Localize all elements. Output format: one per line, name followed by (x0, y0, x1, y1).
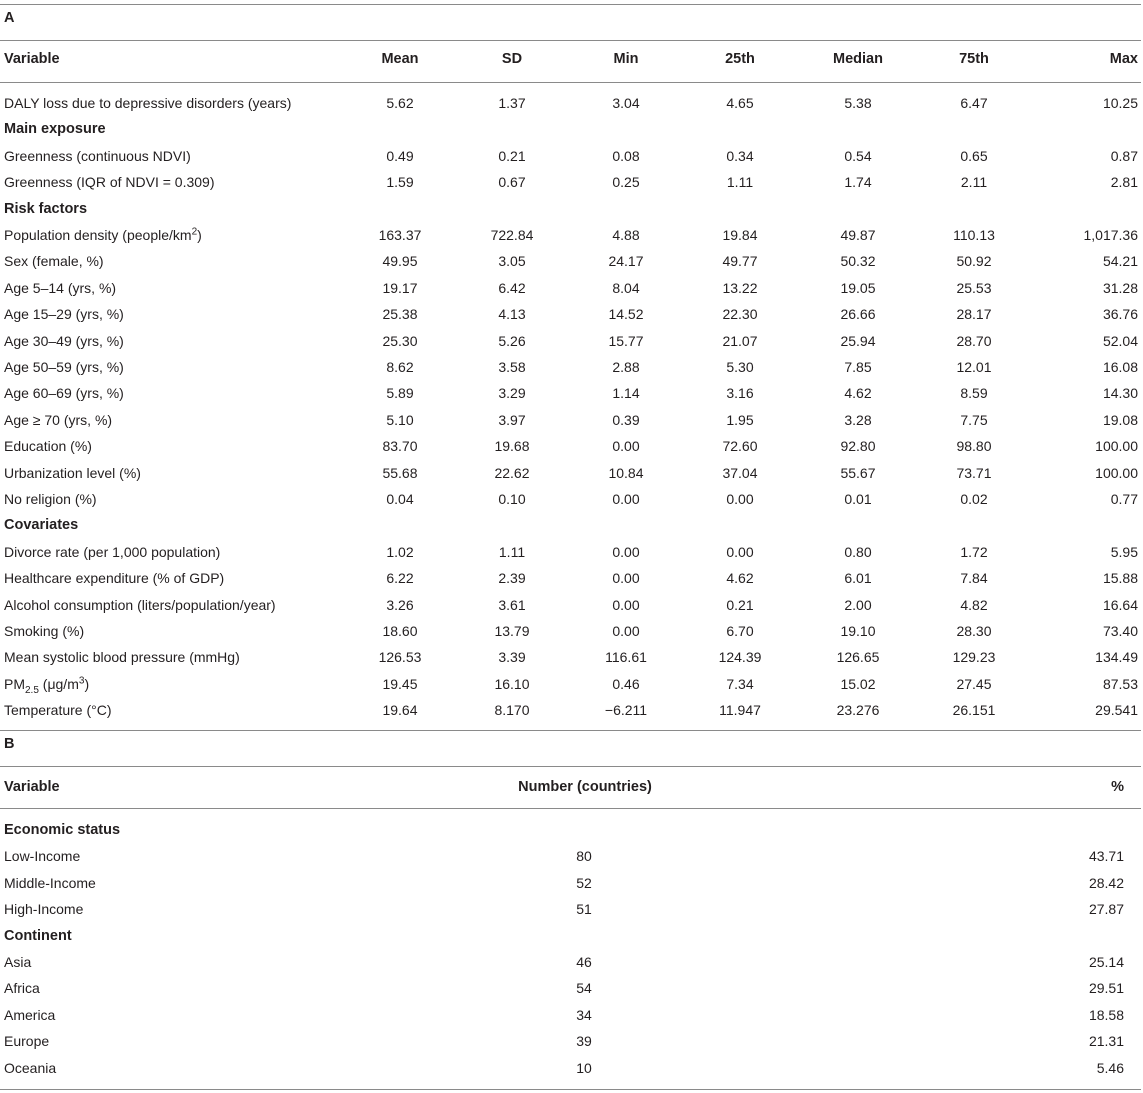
variable-name (4, 539, 220, 565)
cell-max: 100.00 (1095, 464, 1138, 481)
variable-name-text: Smoking (%) (4, 623, 85, 639)
section-heading: Continent (4, 927, 72, 944)
cell-min: 10.84 (608, 464, 644, 481)
cell-median: 50.32 (840, 253, 876, 270)
cell-number-countries: 52 (576, 874, 592, 891)
variable-name: Middle-Income (4, 874, 96, 891)
cell-number-countries: 10 (576, 1059, 592, 1076)
cell-percent: 27.87 (1088, 901, 1124, 918)
cell-p75: 73.71 (956, 464, 992, 481)
cell-max: 134.49 (1095, 649, 1138, 666)
cell-median: 26.66 (840, 306, 876, 323)
variable-name: High-Income (4, 901, 84, 918)
cell-p75: 28.70 (956, 332, 992, 349)
cell-mean: 19.17 (382, 279, 418, 296)
cell-p75: 2.11 (960, 174, 988, 191)
variable-name-text: Greenness (IQR of NDVI = 0.309) (4, 174, 215, 191)
variable-name-suffix: ) (197, 227, 202, 243)
cell-max: 36.76 (1102, 306, 1138, 323)
cell-median: 49.87 (840, 227, 876, 243)
cell-mean: 83.70 (382, 438, 418, 455)
cell-p75: 27.45 (956, 675, 992, 692)
cell-median: 126.65 (836, 649, 880, 666)
cell-p25: 13.22 (722, 279, 758, 296)
cell-sd: 19.68 (494, 438, 530, 455)
cell-min: 0.39 (612, 411, 640, 428)
variable-name (4, 486, 97, 512)
table-row (0, 697, 1141, 723)
cell-p25: 1.11 (726, 174, 754, 191)
section-row (0, 116, 1141, 142)
section-heading: Covariates (4, 517, 79, 534)
cell-number-countries: 80 (576, 848, 592, 865)
cell-mean: 19.45 (382, 675, 418, 692)
table-row (0, 843, 1141, 869)
cell-median: 0.01 (844, 491, 872, 507)
cell-mean: 0.49 (386, 147, 414, 164)
cell-median: 5.38 (844, 95, 872, 111)
cell-median: 55.67 (840, 464, 876, 481)
cell-median: 7.85 (844, 359, 872, 375)
variable-name (4, 671, 89, 697)
variable-name: America (4, 1006, 56, 1023)
variable-name (4, 697, 112, 723)
cell-sd: 4.13 (498, 306, 526, 323)
variable-name (4, 407, 112, 433)
cell-median: 4.62 (844, 385, 872, 402)
table-row (0, 460, 1141, 486)
variable-name (4, 433, 92, 459)
table-row (0, 380, 1141, 406)
cell-mean: 25.38 (382, 306, 418, 323)
header-variable: Variable (4, 51, 60, 67)
cell-min: 0.00 (612, 543, 640, 560)
table-row (0, 354, 1141, 380)
header-percent: % (1111, 779, 1124, 795)
variable-name (4, 380, 124, 406)
cell-percent: 29.51 (1088, 980, 1124, 997)
cell-max: 14.30 (1102, 385, 1138, 402)
cell-p75: 1.72 (960, 543, 988, 560)
variable-name-text: Sex (female, %) (4, 253, 104, 270)
table-row (0, 328, 1141, 354)
cell-number-countries: 34 (576, 1006, 592, 1023)
cell-max: 16.08 (1102, 359, 1138, 375)
cell-p25: 4.65 (726, 95, 754, 111)
section-heading: Main exposure (4, 121, 106, 138)
cell-p25: 72.60 (722, 438, 758, 455)
cell-min: 24.17 (608, 253, 644, 270)
cell-max: 16.64 (1102, 596, 1138, 613)
cell-p25: 1.95 (726, 411, 754, 428)
cell-max: 29.541 (1095, 702, 1138, 719)
cell-p75: 0.65 (960, 147, 988, 164)
cell-min: 0.00 (612, 491, 640, 507)
bottom-rule (0, 1089, 1141, 1090)
cell-sd: 22.62 (494, 464, 530, 481)
variable-name-text: Alcohol consumption (liters/population/year) (4, 596, 276, 613)
table-row (0, 1055, 1141, 1081)
variable-name: Oceania (4, 1059, 57, 1076)
section-heading: Risk factors (4, 200, 88, 217)
cell-max: 15.88 (1102, 570, 1138, 587)
cell-max: 5.95 (1110, 543, 1138, 560)
table-row (0, 870, 1141, 896)
cell-p75: 25.53 (956, 279, 992, 296)
cell-p75: 7.84 (960, 570, 988, 587)
table-row (0, 539, 1141, 565)
cell-p25: 22.30 (722, 306, 758, 323)
cell-median: 92.80 (840, 438, 876, 455)
cell-max: 0.77 (1110, 491, 1138, 507)
cell-min: −6.211 (604, 702, 648, 719)
cell-percent: 25.14 (1088, 954, 1124, 970)
table-row (0, 618, 1141, 644)
cell-p75: 28.17 (956, 306, 992, 323)
cell-p25: 21.07 (722, 332, 758, 349)
variable-superscript: 3 (78, 675, 85, 687)
cell-mean: 5.10 (386, 411, 414, 428)
cell-sd: 0.67 (498, 174, 526, 191)
cell-sd: 722.84 (490, 227, 534, 243)
cell-median: 3.28 (844, 411, 872, 428)
panel-b-label: B (4, 736, 15, 752)
cell-percent: 18.58 (1088, 1006, 1124, 1023)
cell-max: 52.04 (1102, 332, 1138, 349)
variable-name-text: Temperature (°C) (4, 702, 112, 719)
cell-max: 10.25 (1102, 95, 1138, 111)
cell-min: 0.00 (612, 438, 640, 455)
cell-min: 1.14 (612, 385, 640, 402)
table-row (0, 248, 1141, 274)
cell-p25: 124.39 (718, 649, 762, 666)
cell-percent: 5.46 (1096, 1059, 1124, 1076)
cell-p25: 7.34 (726, 675, 754, 692)
cell-max: 2.81 (1110, 174, 1138, 191)
table-row (0, 433, 1141, 459)
cell-sd: 1.37 (498, 95, 526, 111)
table-row (0, 486, 1141, 512)
cell-number-countries: 39 (576, 1033, 592, 1050)
variable-name-text: Age ≥ 70 (yrs, %) (4, 411, 113, 428)
panel-a-header-top-rule (0, 40, 1141, 41)
cell-mean: 1.59 (386, 174, 414, 191)
cell-sd: 5.26 (498, 332, 526, 349)
cell-p25: 11.947 (719, 702, 761, 719)
cell-mean: 8.62 (386, 359, 414, 375)
cell-p75: 129.23 (952, 649, 996, 666)
cell-p75: 28.30 (956, 623, 992, 639)
cell-p25: 0.00 (726, 543, 754, 560)
cell-min: 8.04 (612, 279, 640, 296)
cell-median: 19.10 (840, 623, 876, 639)
cell-median: 1.74 (844, 174, 872, 191)
cell-min: 0.08 (612, 147, 640, 164)
cell-min: 0.00 (612, 596, 640, 613)
cell-mean: 19.64 (382, 702, 418, 719)
cell-p75: 12.01 (956, 359, 992, 375)
section-row (0, 196, 1141, 222)
panel-a-label: A (4, 10, 15, 26)
variable-name (4, 143, 191, 169)
variable-name-text: Age 15–29 (yrs, %) (4, 306, 124, 323)
cell-sd: 1.11 (498, 543, 526, 560)
cell-sd: 2.39 (498, 570, 526, 587)
cell-median: 6.01 (844, 570, 872, 587)
cell-max: 54.21 (1102, 253, 1138, 270)
table-row (0, 896, 1141, 922)
cell-median: 0.54 (844, 147, 872, 164)
cell-median: 2.00 (844, 596, 872, 613)
cell-min: 3.04 (612, 95, 640, 111)
header-75th: 75th (959, 51, 989, 67)
cell-max: 73.40 (1102, 623, 1138, 639)
cell-p75: 26.151 (952, 702, 996, 719)
header-median: Median (833, 51, 883, 67)
variable-name-text: Population density (people/km (4, 227, 192, 243)
panel-a-header-bottom-rule (0, 82, 1141, 83)
variable-name-text: Education (%) (4, 438, 92, 455)
cell-p75: 7.75 (960, 411, 988, 428)
table-row (0, 275, 1141, 301)
cell-mean: 126.53 (378, 649, 422, 666)
variable-name (4, 248, 104, 274)
cell-mean: 55.68 (382, 464, 418, 481)
cell-p75: 8.59 (960, 385, 988, 402)
variable-name: Europe (4, 1033, 50, 1050)
variable-name-text: Age 5–14 (yrs, %) (4, 279, 117, 296)
cell-mean: 163.37 (378, 227, 422, 243)
header-25th: 25th (725, 51, 755, 67)
cell-p75: 110.13 (953, 227, 995, 243)
cell-sd: 3.39 (498, 649, 526, 666)
cell-mean: 3.26 (386, 596, 414, 613)
cell-mean: 49.95 (382, 253, 418, 270)
variable-name (4, 565, 224, 591)
variable-name-text: Greenness (continuous NDVI) (4, 147, 191, 164)
cell-median: 19.05 (840, 279, 876, 296)
section-row (0, 923, 1141, 949)
cell-mean: 18.60 (382, 623, 418, 639)
cell-max: 87.53 (1102, 675, 1138, 692)
table-row (0, 975, 1141, 1001)
variable-name: Low-Income (4, 848, 81, 865)
cell-mean: 5.62 (386, 95, 414, 111)
cell-sd: 6.42 (498, 279, 526, 296)
cell-percent: 28.42 (1088, 874, 1124, 891)
cell-min: 4.88 (612, 227, 640, 243)
header-number-countries: Number (countries) (518, 779, 652, 795)
cell-min: 116.61 (605, 649, 647, 666)
variable-subscript: 2.5 (25, 684, 39, 696)
table-row (0, 1028, 1141, 1054)
variable-name-suffix: (μg/m (38, 675, 79, 692)
header-min: Min (613, 51, 639, 67)
variable-name (4, 90, 291, 116)
panel-b-header-row (0, 774, 1141, 800)
variable-name (4, 644, 240, 670)
header-mean: Mean (381, 51, 419, 67)
cell-sd: 3.05 (498, 253, 526, 270)
cell-median: 0.80 (844, 543, 872, 560)
cell-median: 15.02 (840, 675, 876, 692)
cell-p25: 6.70 (726, 623, 754, 639)
cell-p25: 19.84 (722, 227, 758, 243)
table-row (0, 301, 1141, 327)
cell-sd: 13.79 (494, 623, 530, 639)
cell-p75: 98.80 (956, 438, 992, 455)
variable-name-suffix: ) (84, 675, 90, 692)
cell-min: 0.46 (612, 675, 640, 692)
cell-max: 1,017.36 (1083, 227, 1138, 243)
cell-number-countries: 46 (576, 954, 592, 970)
header-max: Max (1109, 51, 1138, 67)
variable-name (4, 169, 214, 195)
cell-min: 0.00 (612, 570, 640, 587)
cell-min: 14.52 (608, 306, 644, 323)
cell-sd: 0.21 (498, 147, 526, 164)
variable-name-text: Healthcare expenditure (% of GDP) (4, 570, 225, 587)
cell-p25: 37.04 (722, 464, 758, 481)
cell-median: 25.94 (840, 332, 876, 349)
cell-p75: 50.92 (956, 253, 992, 270)
cell-sd: 3.29 (498, 385, 526, 402)
cell-sd: 0.10 (498, 491, 526, 507)
cell-min: 15.77 (608, 332, 644, 349)
cell-mean: 6.22 (386, 570, 414, 587)
variable-name-text: Age 30–49 (yrs, %) (4, 332, 124, 349)
variable-name-text: PM (4, 675, 25, 692)
cell-p25: 3.16 (726, 385, 754, 402)
cell-p75: 4.82 (960, 596, 988, 613)
cell-mean: 25.30 (382, 332, 418, 349)
cell-sd: 3.97 (498, 411, 526, 428)
table-row (0, 222, 1141, 248)
panel-b-header-top-rule (0, 766, 1141, 767)
variable-name (4, 328, 124, 354)
variable-name (4, 460, 141, 486)
variable-name-text: Divorce rate (per 1,000 population) (4, 543, 221, 560)
variable-name (4, 222, 202, 248)
cell-max: 100.00 (1095, 438, 1138, 455)
cell-sd: 3.61 (498, 596, 526, 613)
cell-p75: 6.47 (960, 95, 988, 111)
variable-superscript: 2 (191, 226, 198, 238)
top-rule (0, 4, 1141, 5)
section-row (0, 512, 1141, 538)
cell-max: 0.87 (1110, 147, 1138, 164)
variable-name (4, 354, 124, 380)
table-row (0, 90, 1141, 116)
cell-max: 19.08 (1102, 411, 1138, 428)
cell-p25: 49.77 (722, 253, 758, 270)
variable-name-text: Age 60–69 (yrs, %) (4, 385, 124, 402)
header-sd: SD (501, 51, 523, 67)
table-row (0, 671, 1141, 697)
variable-name-text: No religion (%) (4, 491, 97, 507)
variable-name (4, 275, 116, 301)
section-heading: Economic status (4, 822, 121, 838)
variable-name: Asia (4, 954, 32, 970)
variable-name-text: Mean systolic blood pressure (mmHg) (4, 649, 240, 666)
table-row (0, 644, 1141, 670)
variable-name (4, 592, 276, 618)
cell-number-countries: 54 (576, 980, 592, 997)
table-row (0, 407, 1141, 433)
variable-name (4, 301, 124, 327)
cell-percent: 21.31 (1088, 1033, 1124, 1050)
variable-name-text: Age 50–59 (yrs, %) (4, 359, 124, 375)
cell-sd: 8.170 (494, 702, 530, 719)
panel-b-header-bottom-rule (0, 808, 1141, 809)
table-row (0, 143, 1141, 169)
table-row (0, 592, 1141, 618)
table-row (0, 1002, 1141, 1028)
cell-p25: 4.62 (726, 570, 754, 587)
section-row (0, 817, 1141, 843)
cell-p25: 0.21 (726, 596, 754, 613)
cell-p25: 5.30 (726, 359, 754, 375)
variable-name-text: DALY loss due to depressive disorders (years) (4, 95, 292, 111)
cell-median: 23.276 (836, 702, 880, 719)
cell-mean: 0.04 (386, 491, 414, 507)
table-row (0, 565, 1141, 591)
cell-mean: 5.89 (386, 385, 414, 402)
cell-percent: 43.71 (1088, 848, 1124, 865)
panel-b-top-rule (0, 730, 1141, 731)
table-row (0, 169, 1141, 195)
cell-number-countries: 51 (576, 901, 592, 918)
cell-min: 0.25 (612, 174, 640, 191)
cell-p25: 0.00 (726, 491, 754, 507)
panel-a-header-row (0, 46, 1141, 72)
cell-max: 31.28 (1102, 279, 1138, 296)
cell-p75: 0.02 (960, 491, 988, 507)
cell-min: 0.00 (612, 623, 640, 639)
cell-sd: 3.58 (498, 359, 526, 375)
header-variable-b: Variable (4, 779, 60, 795)
variable-name (4, 618, 84, 644)
cell-mean: 1.02 (386, 543, 414, 560)
variable-name-text: Urbanization level (%) (4, 464, 141, 481)
variable-name: Africa (4, 980, 40, 997)
cell-sd: 16.10 (494, 675, 530, 692)
cell-min: 2.88 (612, 359, 640, 375)
cell-p25: 0.34 (726, 147, 754, 164)
table-row (0, 949, 1141, 975)
